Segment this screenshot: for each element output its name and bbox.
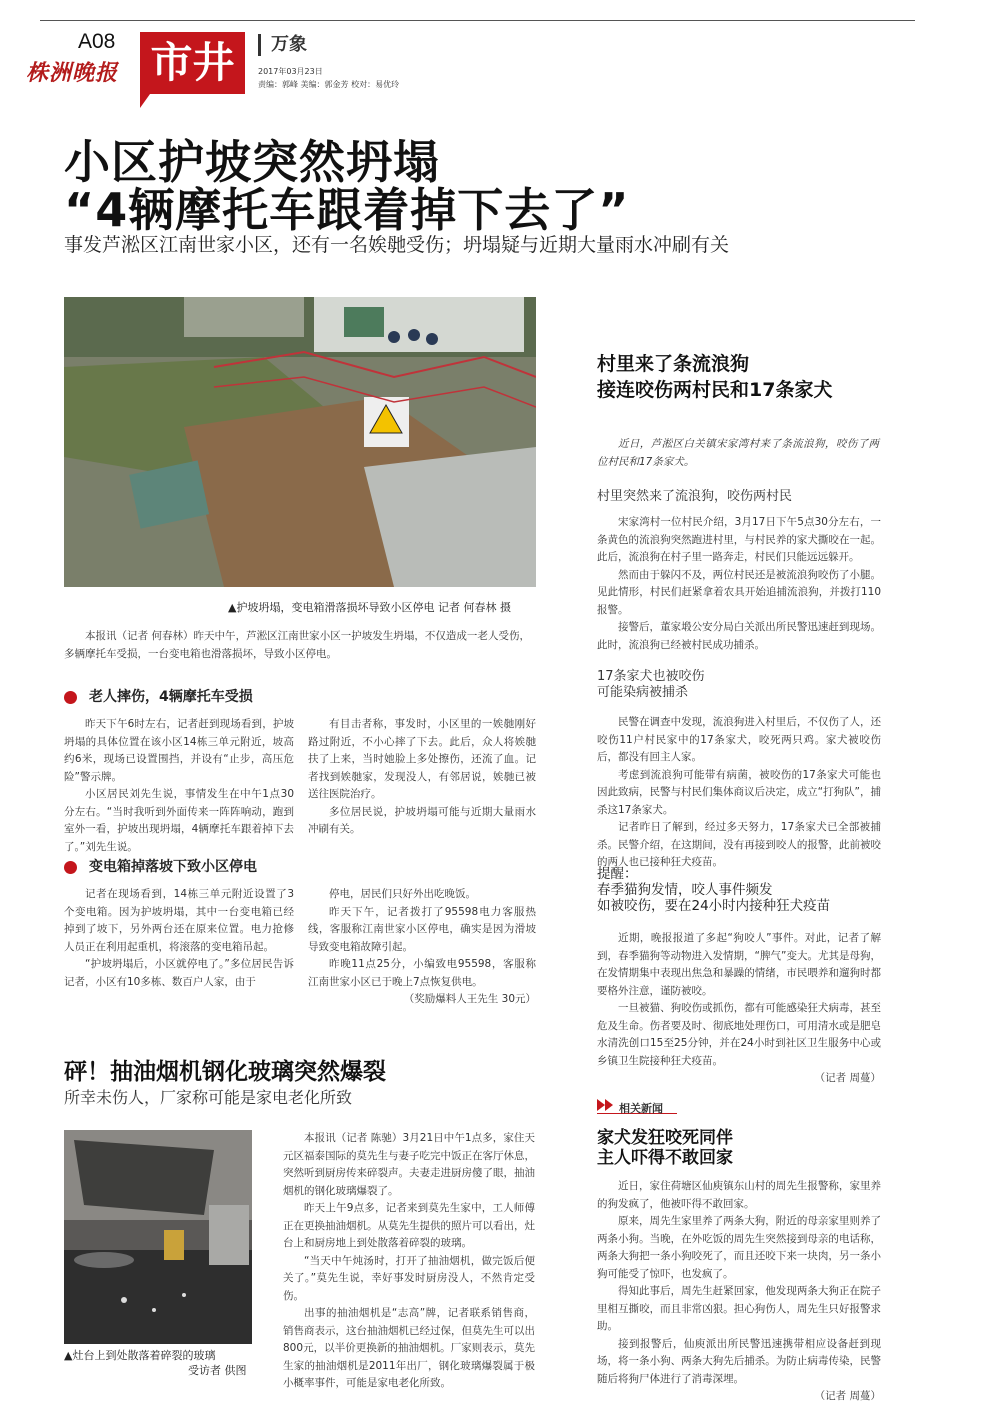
paragraph: “护坡坍塌后，小区就停电了。”多位居民告诉记者，小区有10多栋、数百户人家，由于	[64, 958, 294, 988]
tip-reward-credit: （奖励爆料人王先生 30元）	[403, 993, 536, 1005]
related-body	[597, 1178, 881, 1403]
paragraph: 本报讯（记者 陈驰）3月21日中午1点多，家住天元区福泰国际的莫先生与妻子吃完中饭正在客厅休息，突然听到厨房传来碎裂声。夫妻走进厨房傻了眼，抽油烟机的钢化玻璃爆裂了。	[283, 1132, 535, 1197]
chevron-right-icon	[597, 1099, 605, 1111]
paragraph: 接到报警后，仙庾派出所民警迅速携带相应设备赶到现场，将一条小狗、两条大狗先后捕杀。为防止病毒传染，民警随后将狗尸体进行了消毒深埋。	[597, 1337, 881, 1385]
section-head-injuries-text: 老人摔伤，4辆摩托车受损	[89, 689, 253, 705]
section-head-power	[64, 856, 257, 876]
hood-subhead: 所幸未伤人，厂家称可能是家电老化所致	[64, 1088, 353, 1107]
dog-subhead-1: 村里突然来了流浪狗，咬伤两村民	[597, 489, 793, 504]
dog-intro: 近日，芦淞区白关镇宋家湾村来了条流浪狗，咬伤了两位村民和17条家犬。	[597, 438, 879, 468]
dog-subhead-2-line2: 可能染病被捕杀	[597, 685, 689, 700]
edition-date: 2017年03月23日	[258, 67, 323, 76]
tip-body	[597, 930, 881, 1085]
paragraph: “当天中午炖汤时，打开了抽油烟机，做完饭后便关了。”莫先生说，幸好事发时厨房没人，不然肯定受伤。	[283, 1254, 535, 1302]
paragraph: 宋家湾村一位村民介绍，3月17日下午5点30分左右，一条黄色的流浪狗突然跑进村里，与村民养的家犬撕咬在一起。此后，流浪狗在村子里一路奔走，村民们只能远远躲开。	[597, 516, 881, 563]
bullet-dot-icon	[64, 691, 77, 704]
paragraph: 昨晚11点25分，小编致电95598，客服称江南世家小区已于晚上7点恢复供电。	[308, 958, 536, 988]
main-headline-line2: “4辆摩托车跟着掉下去了”	[64, 183, 630, 237]
paragraph: 昨天下午，记者拨打了95598电力客服热线，客服称江南世家小区停电，确实是因为滑坡导致变电箱故障引起。	[308, 905, 536, 953]
paragraph: 民警在调查中发现，流浪狗进入村里后，不仅伤了人，还咬伤11户村民家中的17条家犬，咬死两只鸡。家犬被咬伤后，都没有回主人家。	[597, 716, 881, 763]
kitchen-photo-credit: 受访者 供图	[188, 1364, 247, 1377]
paragraph: 考虑到流浪狗可能带有病菌，被咬伤的17条家犬可能也因此致病，民警与村民们集体商议后决定，成立“打狗队”，捕杀这17条家犬。	[597, 768, 881, 816]
landslide-photo-caption: ▲护坡坍塌，变电箱滑落损坏导致小区停电 记者 何春林 摄	[228, 601, 511, 614]
related-news-label: 相关新闻	[619, 1102, 663, 1115]
paragraph: 小区居民刘先生说，事情发生在中午1点30分左右。“当时我听到外面传来一阵阵响动，跑到室外一看，护坡出现坍塌，4辆摩托车跟着掉下去了。”刘先生说。	[64, 788, 294, 853]
dog-headline-line1: 村里来了条流浪狗	[597, 353, 750, 375]
paper-logo: 株洲晚报	[26, 60, 119, 86]
hood-body	[283, 1130, 535, 1393]
related-headline-line1: 家犬发狂咬死同伴	[597, 1128, 733, 1148]
paragraph: 昨天上午9点多，记者来到莫先生家中，工人师傅正在更换抽油烟机。从莫先生提供的照片可以看出，灶台上和厨房地上到处散落着碎裂的玻璃。	[283, 1202, 535, 1249]
kitchen-photo	[64, 1130, 252, 1344]
tip-label: 提醒：	[597, 866, 638, 882]
paragraph: 一旦被猫、狗咬伤或抓伤，都有可能感染狂犬病毒，甚至危及生命。伤者要及时、彻底地处理伤口，可用清水或是肥皂水清洗创口15至25分钟，并在24小时到社区卫生服务中心或乡镇卫生院接种狂犬疫苗。	[597, 1002, 881, 1067]
paragraph: 接警后，董家塅公安分局白关派出所民警迅速赶到现场。此时，流浪狗已经被村民成功捕杀。	[597, 621, 881, 651]
section1-column1	[64, 716, 294, 856]
paragraph: 昨天下午6时左右，记者赶到现场看到，护坡坍塌的具体位置在该小区14栋三单元附近，坡高约6米，现场已设置围挡，并设有“止步，高压危险”警示牌。	[64, 718, 294, 783]
main-lead: 本报讯（记者 何春林）昨天中午，芦淞区江南世家小区一护坡发生坍塌，不仅造成一老人受伤，多辆摩托车受损，一台变电箱也滑落损坏，导致小区停电。	[64, 630, 530, 660]
kitchen-photo-illustration	[64, 1130, 252, 1344]
landslide-photo	[64, 297, 536, 587]
related-news-tag	[597, 1097, 677, 1114]
main-subhead: 事发芦淞区江南世家小区，还有一名娭毑受伤；坍塌疑与近期大量雨水冲刷有关	[64, 234, 730, 256]
related-headline-line2: 主人吓得不敢回家	[597, 1148, 733, 1168]
top-rule	[40, 20, 915, 21]
paragraph: 有目击者称，事发时，小区里的一娭毑刚好路过附近，不小心摔了下去。此后，众人将娭毑扶了上来，当时她脸上多处擦伤，还流了血。记者找到娭毑家，发现没人，有邻居说，娭毑已被送往医院治疗。	[308, 718, 536, 800]
main-headline-line1: 小区护坡突然坍塌	[64, 135, 440, 189]
landslide-photo-illustration	[64, 297, 536, 587]
paragraph: 记者在现场看到，14栋三单元附近设置了3个变电箱。因为护坡坍塌，其中一台变电箱已经掉到了坡下，另外两台还在原来位置。电力抢修人员正在利用起重机，将滚落的变电箱吊起。	[64, 888, 294, 953]
paragraph: 近日，家住荷塘区仙庾镇东山村的周先生报警称，家里养的狗发疯了，他被吓得不敢回家。	[597, 1180, 881, 1210]
section-head-injuries	[64, 686, 253, 706]
section1-column2	[308, 716, 536, 839]
section2-column1	[64, 886, 294, 991]
dog-subhead-2-line1: 17条家犬也被咬伤	[597, 669, 705, 684]
kitchen-photo-caption: ▲灶台上到处散落着碎裂的玻璃	[64, 1349, 216, 1362]
tip-line1: 春季猫狗发情，咬人事件频发	[597, 882, 773, 898]
paragraph: 然而由于躲闪不及，两位村民还是被流浪狗咬伤了小腿。见此情形，村民们赶紧拿着农具开始追捕流浪狗，并拨打110报警。	[597, 568, 881, 616]
editor-credits: 责编：郭峰 美编：郭金芳 校对：易优玲	[258, 80, 400, 89]
section-badge-tail	[140, 94, 150, 108]
paragraph: 原来，周先生家里养了两条大狗，附近的母亲家里则养了两条小狗。当晚，在外吃饭的周先生突然接到母亲的电话称，两条大狗把一条小狗咬死了，而且还咬下来一块肉，另一条小狗可能受了惊吓，也发疯了。	[597, 1215, 881, 1280]
bullet-dot-icon	[64, 861, 77, 874]
paragraph: 多位居民说，护坡坍塌可能与近期大量雨水冲刷有关。	[308, 805, 536, 835]
section2-column2	[308, 886, 536, 1006]
paragraph: 出事的抽油烟机是“志高”牌，记者联系销售商，销售商表示，这台抽油烟机已经过保，但莫先生可以出800元，以半价更换新的抽油烟机。厂家则表示，莫先生家的抽油烟机是2011年出厂，钢化玻璃爆裂属于极小概率事件，可能是家电老化所致。	[283, 1307, 535, 1389]
paragraph: 记者昨日了解到，经过多天努力，17条家犬已全部被捕杀。民警介绍，在这期间，没有再接到咬人的报警，此前被咬的两人也已接种狂犬疫苗。	[597, 821, 881, 868]
page-number: A08	[78, 30, 116, 53]
dog-section1-body	[597, 514, 881, 654]
dog-headline-line2: 接连咬伤两村民和17条家犬	[597, 379, 833, 401]
dog-story-credit: （记者 周蔓）	[814, 1072, 881, 1084]
paragraph: 停电，居民们只好外出吃晚饭。	[329, 888, 476, 900]
related-credit: （记者 周蔓）	[814, 1390, 881, 1402]
paragraph: 得知此事后，周先生赶紧回家，他发现两条大狗正在院子里相互撕咬，而且非常凶狠。担心狗伤人，周先生只好报警求助。	[597, 1285, 881, 1332]
hood-headline: 砰！抽油烟机钢化玻璃突然爆裂	[64, 1059, 386, 1085]
chevron-right-icon	[605, 1099, 613, 1111]
dog-section2-body	[597, 714, 881, 872]
section-head-power-text: 变电箱掉落坡下致小区停电	[89, 859, 257, 875]
section-badge: 市井	[140, 32, 245, 94]
paragraph: 近期，晚报报道了多起“狗咬人”事件。对此，记者了解到，春季猫狗等动物进入发情期，“脾气”变大。尤其是母狗，在发情期集中表现出焦急和暴躁的情绪，市民喂养和遛狗时都要格外注意，谨防被咬。	[597, 932, 881, 997]
subsection-label: 万象	[258, 34, 307, 56]
tip-line2: 如被咬伤，要在24小时内接种狂犬疫苗	[597, 898, 831, 914]
